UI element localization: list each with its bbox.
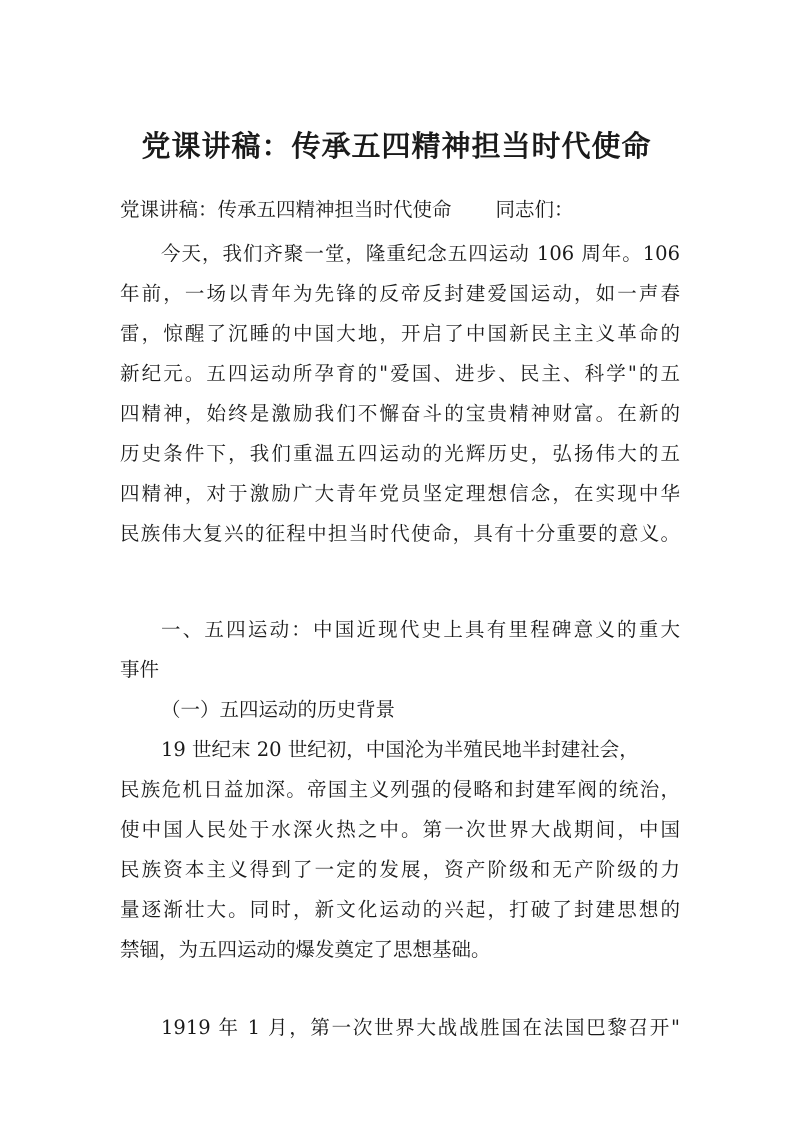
paragraph-line: 历史条件下，我们重温五四运动的光辉历史，弘扬伟大的五 <box>120 442 680 465</box>
paragraph-line: 四精神，对于激励广大青年党员坚定理想信念，在实现中华 <box>120 482 680 505</box>
paragraph-line: 量逐渐壮大。同时，新文化运动的兴起，打破了封建思想的 <box>120 898 680 921</box>
intro-subtitle: 党课讲稿：传承五四精神担当时代使命 <box>120 198 452 221</box>
document-title: 党课讲稿：传承五四精神担当时代使命 <box>141 129 652 163</box>
paragraph-line: 今天，我们齐聚一堂，隆重纪念五四运动 106 周年。106 <box>161 242 680 265</box>
paragraph-line: 禁锢，为五四运动的爆发奠定了思想基础。 <box>120 938 491 961</box>
paragraph-line: 民族资本主义得到了一定的发展，资产阶级和无产阶级的力 <box>120 858 680 881</box>
paragraph-line: 19 世纪末 20 世纪初，中国沦为半殖民地半封建社会， <box>161 738 639 761</box>
section-heading-line: 一、五四运动：中国近现代史上具有里程碑意义的重大 <box>161 618 680 641</box>
salutation: 同志们： <box>495 198 574 221</box>
paragraph-line: 民族伟大复兴的征程中担当时代使命，具有十分重要的意义。 <box>120 522 680 545</box>
paragraph-line: 使中国人民处于水深火热之中。第一次世界大战期间，中国 <box>120 818 680 841</box>
paragraph-line: 1919 年 1 月，第一次世界大战战胜国在法国巴黎召开" <box>161 1016 680 1039</box>
intro-line <box>120 192 680 228</box>
paragraph-line: 四精神，始终是激励我们不懈奋斗的宝贵精神财富。在新的 <box>120 402 680 425</box>
subsection-heading: （一）五四运动的历史背景 <box>161 698 396 721</box>
paragraph-line: 年前，一场以青年为先锋的反帝反封建爱国运动，如一声春 <box>120 282 680 305</box>
section-heading-line: 事件 <box>120 658 160 681</box>
paragraph-line: 民族危机日益加深。帝国主义列强的侵略和封建军阀的统治， <box>120 778 680 801</box>
paragraph-line: 新纪元。五四运动所孕育的"爱国、进步、民主、科学"的五 <box>120 362 680 385</box>
paragraph-line: 雷，惊醒了沉睡的中国大地，开启了中国新民主主义革命的 <box>120 322 680 345</box>
